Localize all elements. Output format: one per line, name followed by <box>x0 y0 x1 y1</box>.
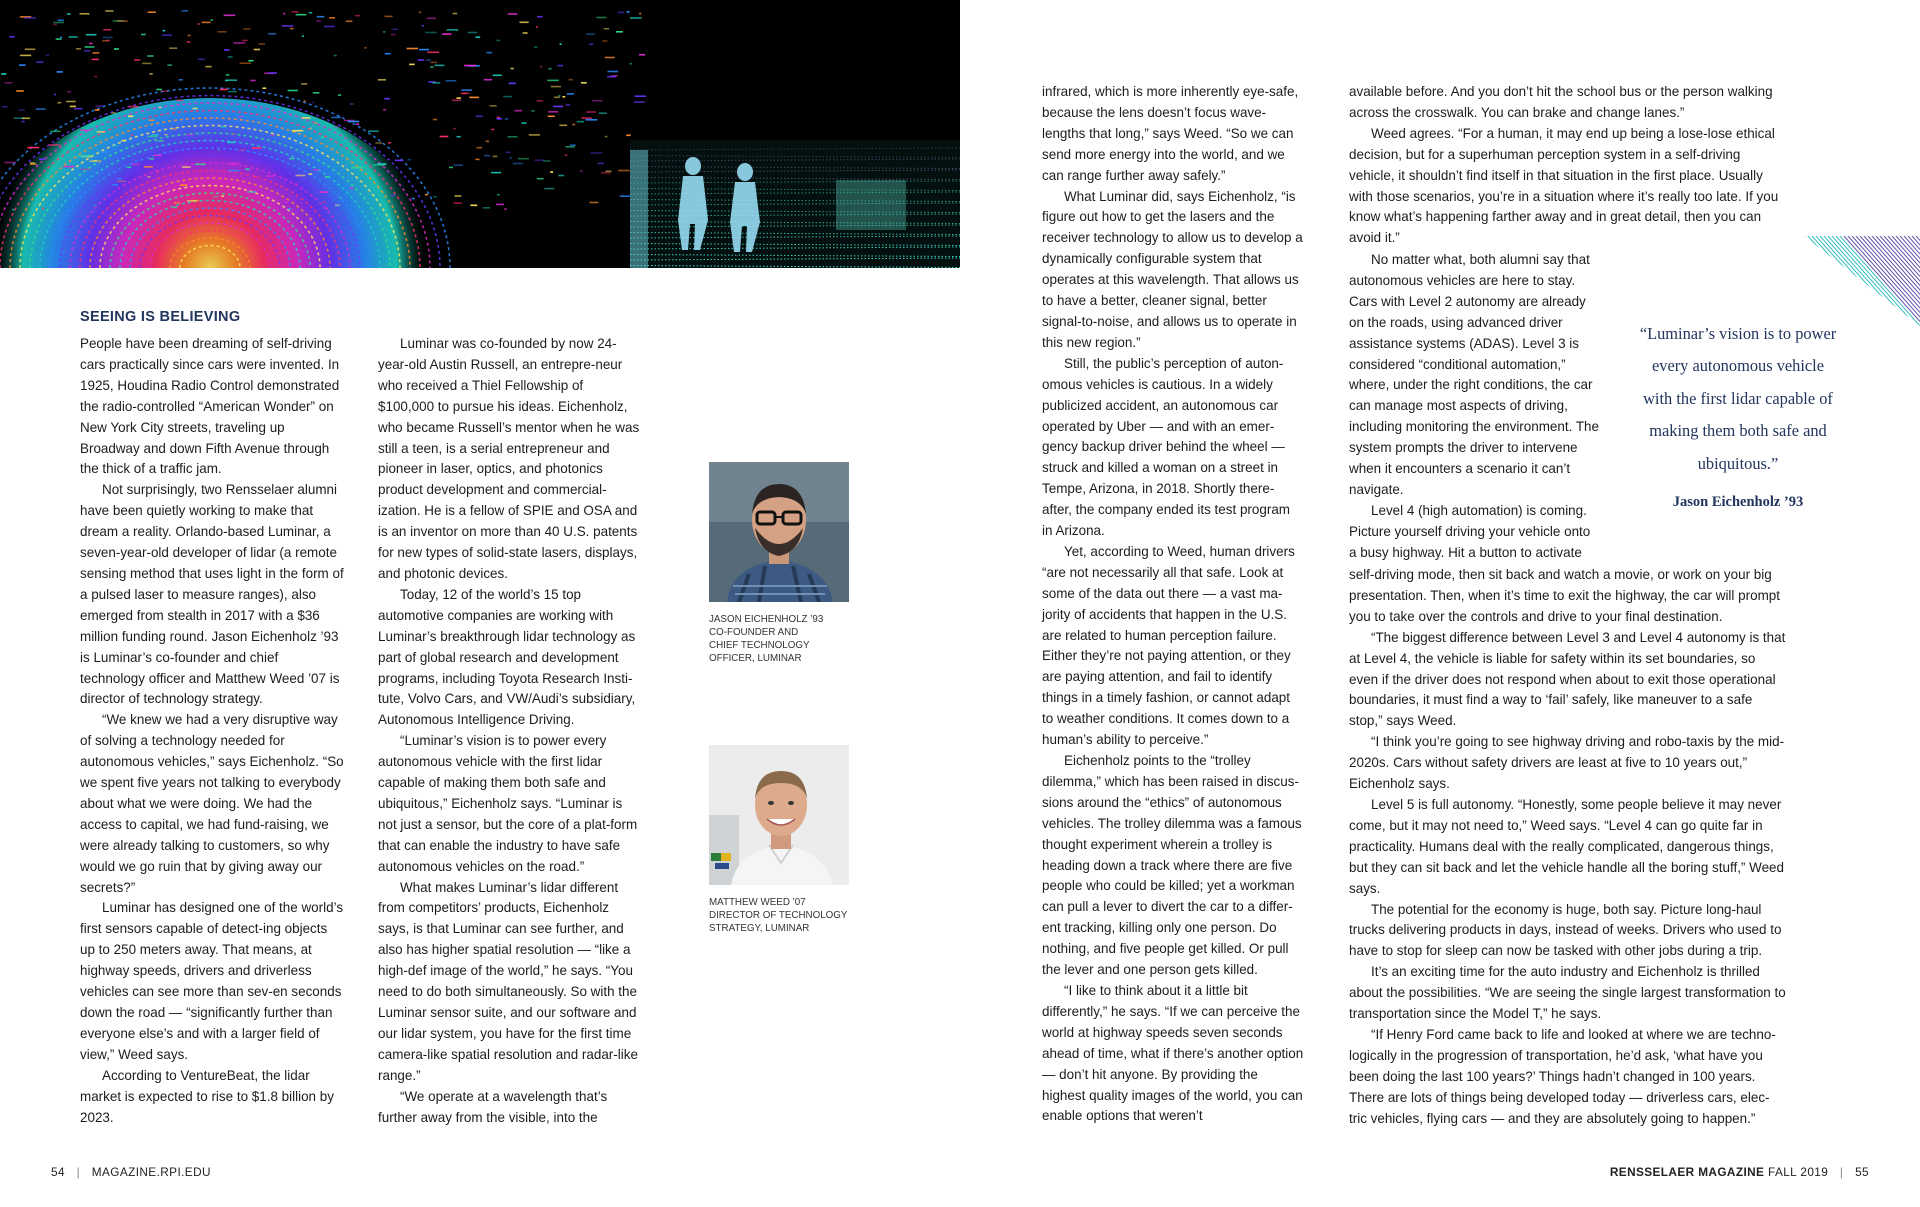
portrait-eichenholz <box>709 462 849 602</box>
paragraph: self-driving mode, then sit back and watch a movie, or work on your big presentation. Then, when it’s time to exit the highway, the car will prompt you to take over the controls and drive to your final destination. <box>1349 567 1780 624</box>
lidar-point-cloud <box>0 0 960 268</box>
paragraph: “I think you’re going to see highway driving and robo-taxis by the mid-2020s. Cars without safety drivers are least at five to 10 years out,” Eichenholz says. <box>1349 734 1785 792</box>
left-folio <box>51 1165 211 1179</box>
decorative-triangle-pattern <box>1804 236 1920 326</box>
portrait-weed <box>709 745 849 885</box>
caption-line: CHIEF TECHNOLOGY <box>709 640 810 651</box>
article-column-1 <box>80 334 344 1128</box>
magazine-title: RENSSELAER MAGAZINE <box>1609 1165 1765 1179</box>
weed-caption <box>709 896 847 935</box>
paragraph: Not surprisingly, two Rensselaer alumni have been quietly working to make that dream a reality. Orlando-based Luminar, a seven-year-old developer of lidar (a remote sensing method that uses light in the form of a pulsed laser to measure ranges), also emerged from stealth in 2017 with a $36 million funding round. Jason Eichenholz ’93 is Luminar’s co-founder and chief technology officer and Matthew Weed ’07 is director of technology strategy. <box>80 482 344 707</box>
caption-line: JASON EICHENHOLZ ’93 <box>709 614 824 625</box>
eichenholz-photo <box>709 462 849 602</box>
pull-quote: “Luminar’s vision is to power every autonomous vehicle with the first lidar capable of making them both safe and ubiquitous.” <box>1639 324 1837 473</box>
caption-line: MATTHEW WEED ’07 <box>709 897 806 908</box>
paragraph: “I like to think about it a little bit differently,” he says. “If we can perceive the world at highway speeds seven seconds ahead of time, what if there’s another option — don’t hit anyone. By providing the highest quality images of the world, you can enable options that weren’t <box>1042 982 1304 1124</box>
paragraph: It’s an exciting time for the auto industry and Eichenholz is thrilled about the possibilities. “We are seeing the single largest transformation to transportation since the Model T,” he says. <box>1349 964 1786 1022</box>
paragraph: “The biggest difference between Level 3 and Level 4 autonomy is that at Level 4, the vehicle is liable for safety within its set boundaries, so even if the driver does not respond when about to exit those operational boundaries, it must find a way to ‘fail’ safely, like maneuver to a safe stop,” says Weed. <box>1349 629 1786 729</box>
paragraph: infrared, which is more inherently eye-safe, because the lens doesn’t focus wave-lengths that long,” says Weed. “So we can send more energy into the world, and we can range further away safely.” <box>1042 84 1299 183</box>
paragraph: Yet, according to Weed, human drivers “are not necessarily all that safe. Look at some of the data out there — a vast ma-jority of accidents that happen in the U.S. are related to human perception failure. Either they’re not paying attention, or they are paying attention, and fail to identify things in a timely fashion, or cannot adapt to weather conditions. It comes down to a human’s ability to perceive.” <box>1042 543 1295 748</box>
paragraph: The potential for the economy is huge, both say. Picture long-haul trucks delivering products in days, instead of weeks. Drivers who used to have to stop for sleep can now be tasked with other jobs during a trip. <box>1349 901 1782 959</box>
weed-photo <box>709 745 849 885</box>
article-column-3 <box>1042 82 1304 1127</box>
folio-separator: | <box>76 1165 81 1179</box>
article-column-4-narrow <box>1349 250 1599 564</box>
paragraph: “Luminar’s vision is to power every autonomous vehicle with the first lidar capable of making them both safe and ubiquitous,” Eichenholz says. “Luminar is not just a sensor, but the core of a plat-form that can enable the industry to have safe autonomous vehicles on the road.” <box>378 733 638 874</box>
paragraph: “If Henry Ford came back to life and looked at where we are techno-logically in the progression of transportation, he’d ask, ‘what have you been doing the last 100 years?’ Things hadn’t changed in 100 years. There are lots of things being developed today — driverless cars, elec-tric vehicles, flying cars — and they are absolutely going to happen.” <box>1349 1026 1776 1126</box>
left-page-number: 54 <box>51 1165 65 1179</box>
caption-line: DIRECTOR OF TECHNOLOGY <box>709 910 848 921</box>
paragraph: According to VentureBeat, the lidar market is expected to rise to $1.8 billion by 2023. <box>80 1067 334 1125</box>
caption-line: CO-FOUNDER AND <box>709 627 799 638</box>
article-column-2 <box>378 334 642 1128</box>
paragraph: What makes Luminar’s lidar different from competitors’ products, Eichenholz says, is that Luminar can see further, and also has higher spatial resolution — “like a high-def image of the world,” he says. “You need to do both simultaneously. So with the Luminar sensor suite, and our software and our lidar system, you have for the first time camera-like spatial resolution and radar-like range.” <box>378 879 638 1083</box>
paragraph: What Luminar did, says Eichenholz, “is figure out how to get the lasers and the receiver technology to allow us to develop a dynamically configurable system that operates at this wavelength. That allows us to have a better, cleaner signal, better signal-to-noise, and allows us to operate in this new region.” <box>1042 188 1303 350</box>
paragraph: Luminar has designed one of the world’s first sensors capable of detect-ing objects up to 250 meters away. That means, at highway speeds, drivers and driverless vehicles can see more than sev-en seconds down the road — “significantly further than everyone else’s and with a larger field of view,” Weed says. <box>80 900 344 1062</box>
article-column-4-bottom <box>1349 565 1787 1129</box>
paragraph: “We operate at a wavelength that’s further away from the visible, into the <box>378 1088 608 1125</box>
right-page-number: 55 <box>1855 1165 1869 1179</box>
folio-separator: | <box>1839 1165 1844 1179</box>
right-folio <box>1610 1165 1869 1179</box>
caption-line: OFFICER, LUMINAR <box>709 653 802 664</box>
paragraph: Level 4 (high automation) is coming. Picture yourself driving your vehicle onto a busy highway. Hit a button to activate <box>1349 502 1591 560</box>
issue-date: FALL 2019 <box>1768 1165 1829 1179</box>
magazine-url[interactable]: MAGAZINE.RPI.EDU <box>91 1165 211 1179</box>
paragraph: Level 5 is full autonomy. “Honestly, some people believe it may never come, but it may not need to,” Weed says. “Level 4 can go quite far in practicality. Humans deal with the really complicated, dangerous things, but they can sit back and let the vehicle handle all the boring stuff,” Weed says. <box>1349 796 1784 896</box>
paragraph: Still, the public’s perception of auton-omous vehicles is cautious. In a widely publicized accident, an autonomous car operated by Uber — and with an emer-gency backup driver behind the wheel — struck and killed a woman on a street in Tempe, Arizona, in 2018. Shortly there-after, the company ended its test program in Arizona. <box>1042 355 1290 539</box>
caption-line: STRATEGY, LUMINAR <box>709 923 810 934</box>
paragraph: Weed agrees. “For a human, it may end up being a lose-lose ethical decision, but for a superhuman perception system in a self-driving vehicle, it shouldn’t find itself in that situation in the first place. Usually with those scenarios, you’re in a situation where it’s really too late. If you know what’s happening farther away and in great detail, then you can avoid it.” <box>1349 125 1779 246</box>
paragraph: Luminar was co-founded by now 24-year-old Austin Russell, an entrepre-neur who received a Thiel Fellowship of $100,000 to pursue his ideas. Eichenholz, who became Russell’s mentor when he was still a teen, is a serial entrepreneur and pioneer in laser, optics, and photonics product development and commercial-ization. He is a fellow of SPIE and OSA and is an inventor on more than 40 U.S. patents for new types of solid-state lasers, displays, and photonic devices. <box>378 336 640 581</box>
section-heading: SEEING IS BELIEVING <box>80 309 241 325</box>
paragraph: People have been dreaming of self-driving cars practically since cars were invented. In 1925, Houdina Radio Control demonstrated the radio-controlled “American Wonder” on New York City streets, traveling up Broadway and down Fifth Avenue through the thick of a traffic jam. <box>80 336 340 477</box>
paragraph: available before. And you don’t hit the school bus or the person walking across the crosswalk. You can brake and change lanes.” <box>1349 84 1773 120</box>
paragraph: Today, 12 of the world’s 15 top automotive companies are working with Luminar’s breakthrough lidar technology as part of global research and development programs, including Toyota Research Insti-tute, Volvo Cars, and VW/Audi’s subsidiary, Autonomous Intelligence Driving. <box>378 586 636 728</box>
paragraph: No matter what, both alumni say that autonomous vehicles are here to stay. Cars with Level 2 autonomy are already on the roads, using advanced driver assistance systems (ADAS). Level 3 is considered “conditional automation,” where, under the right conditions, the car can manage most aspects of driving, including monitoring the environment. The system prompts the driver to intervene when it encounters a scenario it can’t navigate. <box>1349 252 1599 497</box>
paragraph: “We knew we had a very disruptive way of solving a technology needed for autonomous vehicles,” says Eichenholz. “So we spent five years not talking to everybody about what we were doing. We had the access to capital, we had fund-raising, we were already talking to customers, so why would we go ruin that by giving away our secrets?” <box>80 712 344 895</box>
pull-quote-attribution: Jason Eichenholz ’93 <box>1672 494 1804 510</box>
paragraph: Eichenholz points to the “trolley dilemma,” which has been raised in discus-sions around the “ethics” of autonomous vehicles. The trolley dilemma was a famous thought experiment wherein a trolley is heading down a track where there are five people who could be killed; yet a workman can pull a lever to divert the car to a differ-ent tracking, killing only one person. Do nothing, and five people get killed. Or pull the lever and one person gets killed. <box>1042 753 1302 978</box>
article-column-4-top <box>1349 82 1787 249</box>
eichenholz-caption <box>709 613 823 665</box>
lidar-hero-image <box>0 0 960 268</box>
